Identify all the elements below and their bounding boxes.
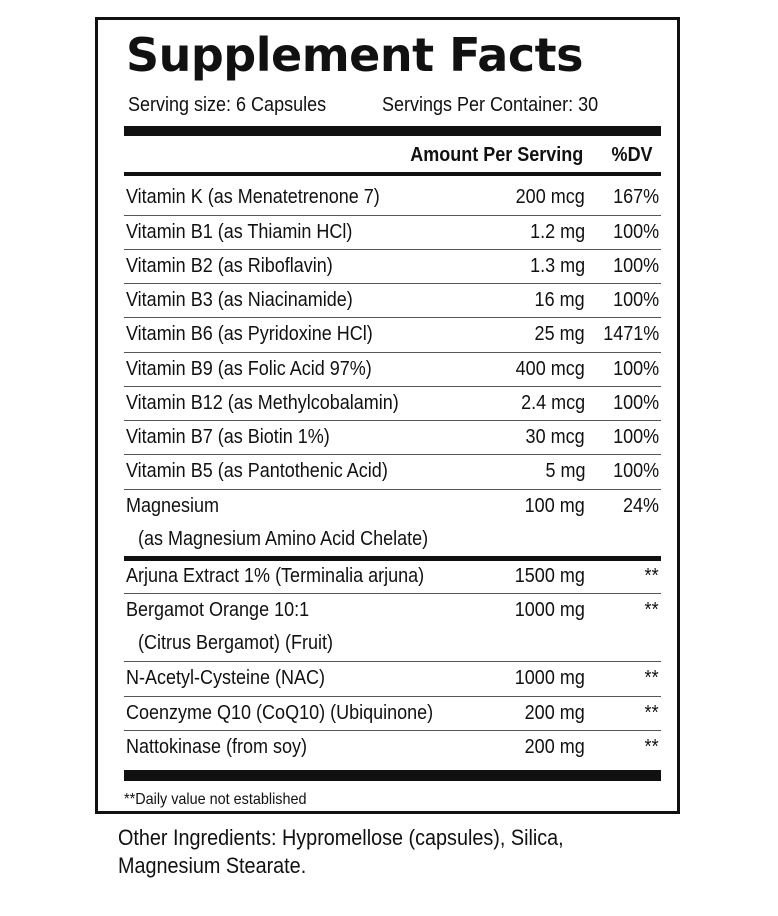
nutrient-amount: 200 mcg [515,186,585,208]
other-ingredients-line-1: Other Ingredients: Hypromellose (capsules), Silica, [118,825,564,850]
nutrient-name: Vitamin B12 (as Methylcobalamin) [126,392,399,414]
panel-title: Supplement Facts [126,28,583,82]
nutrient-row [124,490,661,556]
header-divider [124,172,661,176]
nutrient-name: Vitamin B3 (as Niacinamide) [126,289,353,311]
daily-value-header: %DV [611,144,653,166]
ingredient-amount: 200 mg [524,702,585,724]
thick-divider-bottom [124,770,661,781]
ingredient-amount: 200 mg [524,736,585,758]
ingredient-amount: 1500 mg [514,565,585,587]
nutrient-amount: 1.3 mg [529,255,585,277]
nutrient-amount: 5 mg [544,460,585,482]
nutrient-amount: 100 mg [524,495,585,517]
nutrient-name: Magnesium [126,495,220,517]
nutrient-dv: 100% [612,392,659,414]
daily-value-footnote: **Daily value not established [124,791,307,808]
other-ingredients [118,824,622,880]
ingredient-name: N-Acetyl-Cysteine (NAC) [126,667,326,689]
nutrient-amount: 30 mcg [525,426,585,448]
ingredient-name: Arjuna Extract 1% (Terminalia arjuna) [126,565,425,587]
nutrient-dv: 100% [612,255,659,277]
serving-size: Serving size: 6 Capsules [128,94,327,116]
nutrient-amount: 16 mg [534,289,585,311]
nutrient-name: Vitamin B9 (as Folic Acid 97%) [126,358,372,380]
nutrient-amount: 1.2 mg [529,221,585,243]
supplement-facts-panel [95,17,680,814]
servings-per-container: Servings Per Container: 30 [382,94,599,116]
ingredient-amount: 1000 mg [514,599,585,621]
ingredient-row [124,594,661,660]
nutrient-name: Vitamin B1 (as Thiamin HCl) [126,221,353,243]
nutrient-dv: 167% [612,186,659,208]
nutrient-dv: 100% [612,289,659,311]
nutrient-name: Vitamin K (as Menatetrenone 7) [126,186,380,208]
nutrient-dv: 1471% [602,323,659,345]
nutrient-dv: 24% [622,495,659,517]
nutrient-amount: 25 mg [534,323,585,345]
nutrient-dv: 100% [612,460,659,482]
ingredient-dv: ** [644,702,659,724]
nutrient-name: Vitamin B5 (as Pantothenic Acid) [126,460,388,482]
nutrient-dv: 100% [612,426,659,448]
nutrient-source: (as Magnesium Amino Acid Chelate) [138,528,429,550]
other-ingredients-line-2: Magnesium Stearate. [118,853,307,878]
ingredient-dv: ** [644,565,659,587]
amount-per-serving-header: Amount Per Serving [409,144,583,166]
ingredient-name: Bergamot Orange 10:1 [126,599,310,621]
ingredient-amount: 1000 mg [514,667,585,689]
nutrient-name: Vitamin B6 (as Pyridoxine HCl) [126,323,373,345]
ingredient-dv: ** [644,667,659,689]
ingredient-source: (Citrus Bergamot) (Fruit) [138,632,334,654]
ingredient-dv: ** [644,599,659,621]
nutrient-name: Vitamin B7 (as Biotin 1%) [126,426,330,448]
ingredient-dv: ** [644,736,659,758]
ingredient-name: Coenzyme Q10 (CoQ10) (Ubiquinone) [126,702,434,724]
nutrient-amount: 2.4 mcg [520,392,585,414]
nutrient-amount: 400 mcg [515,358,585,380]
thick-divider-top [124,126,661,136]
nutrient-dv: 100% [612,358,659,380]
ingredient-name: Nattokinase (from soy) [126,736,308,758]
nutrient-name: Vitamin B2 (as Riboflavin) [126,255,333,277]
nutrient-dv: 100% [612,221,659,243]
